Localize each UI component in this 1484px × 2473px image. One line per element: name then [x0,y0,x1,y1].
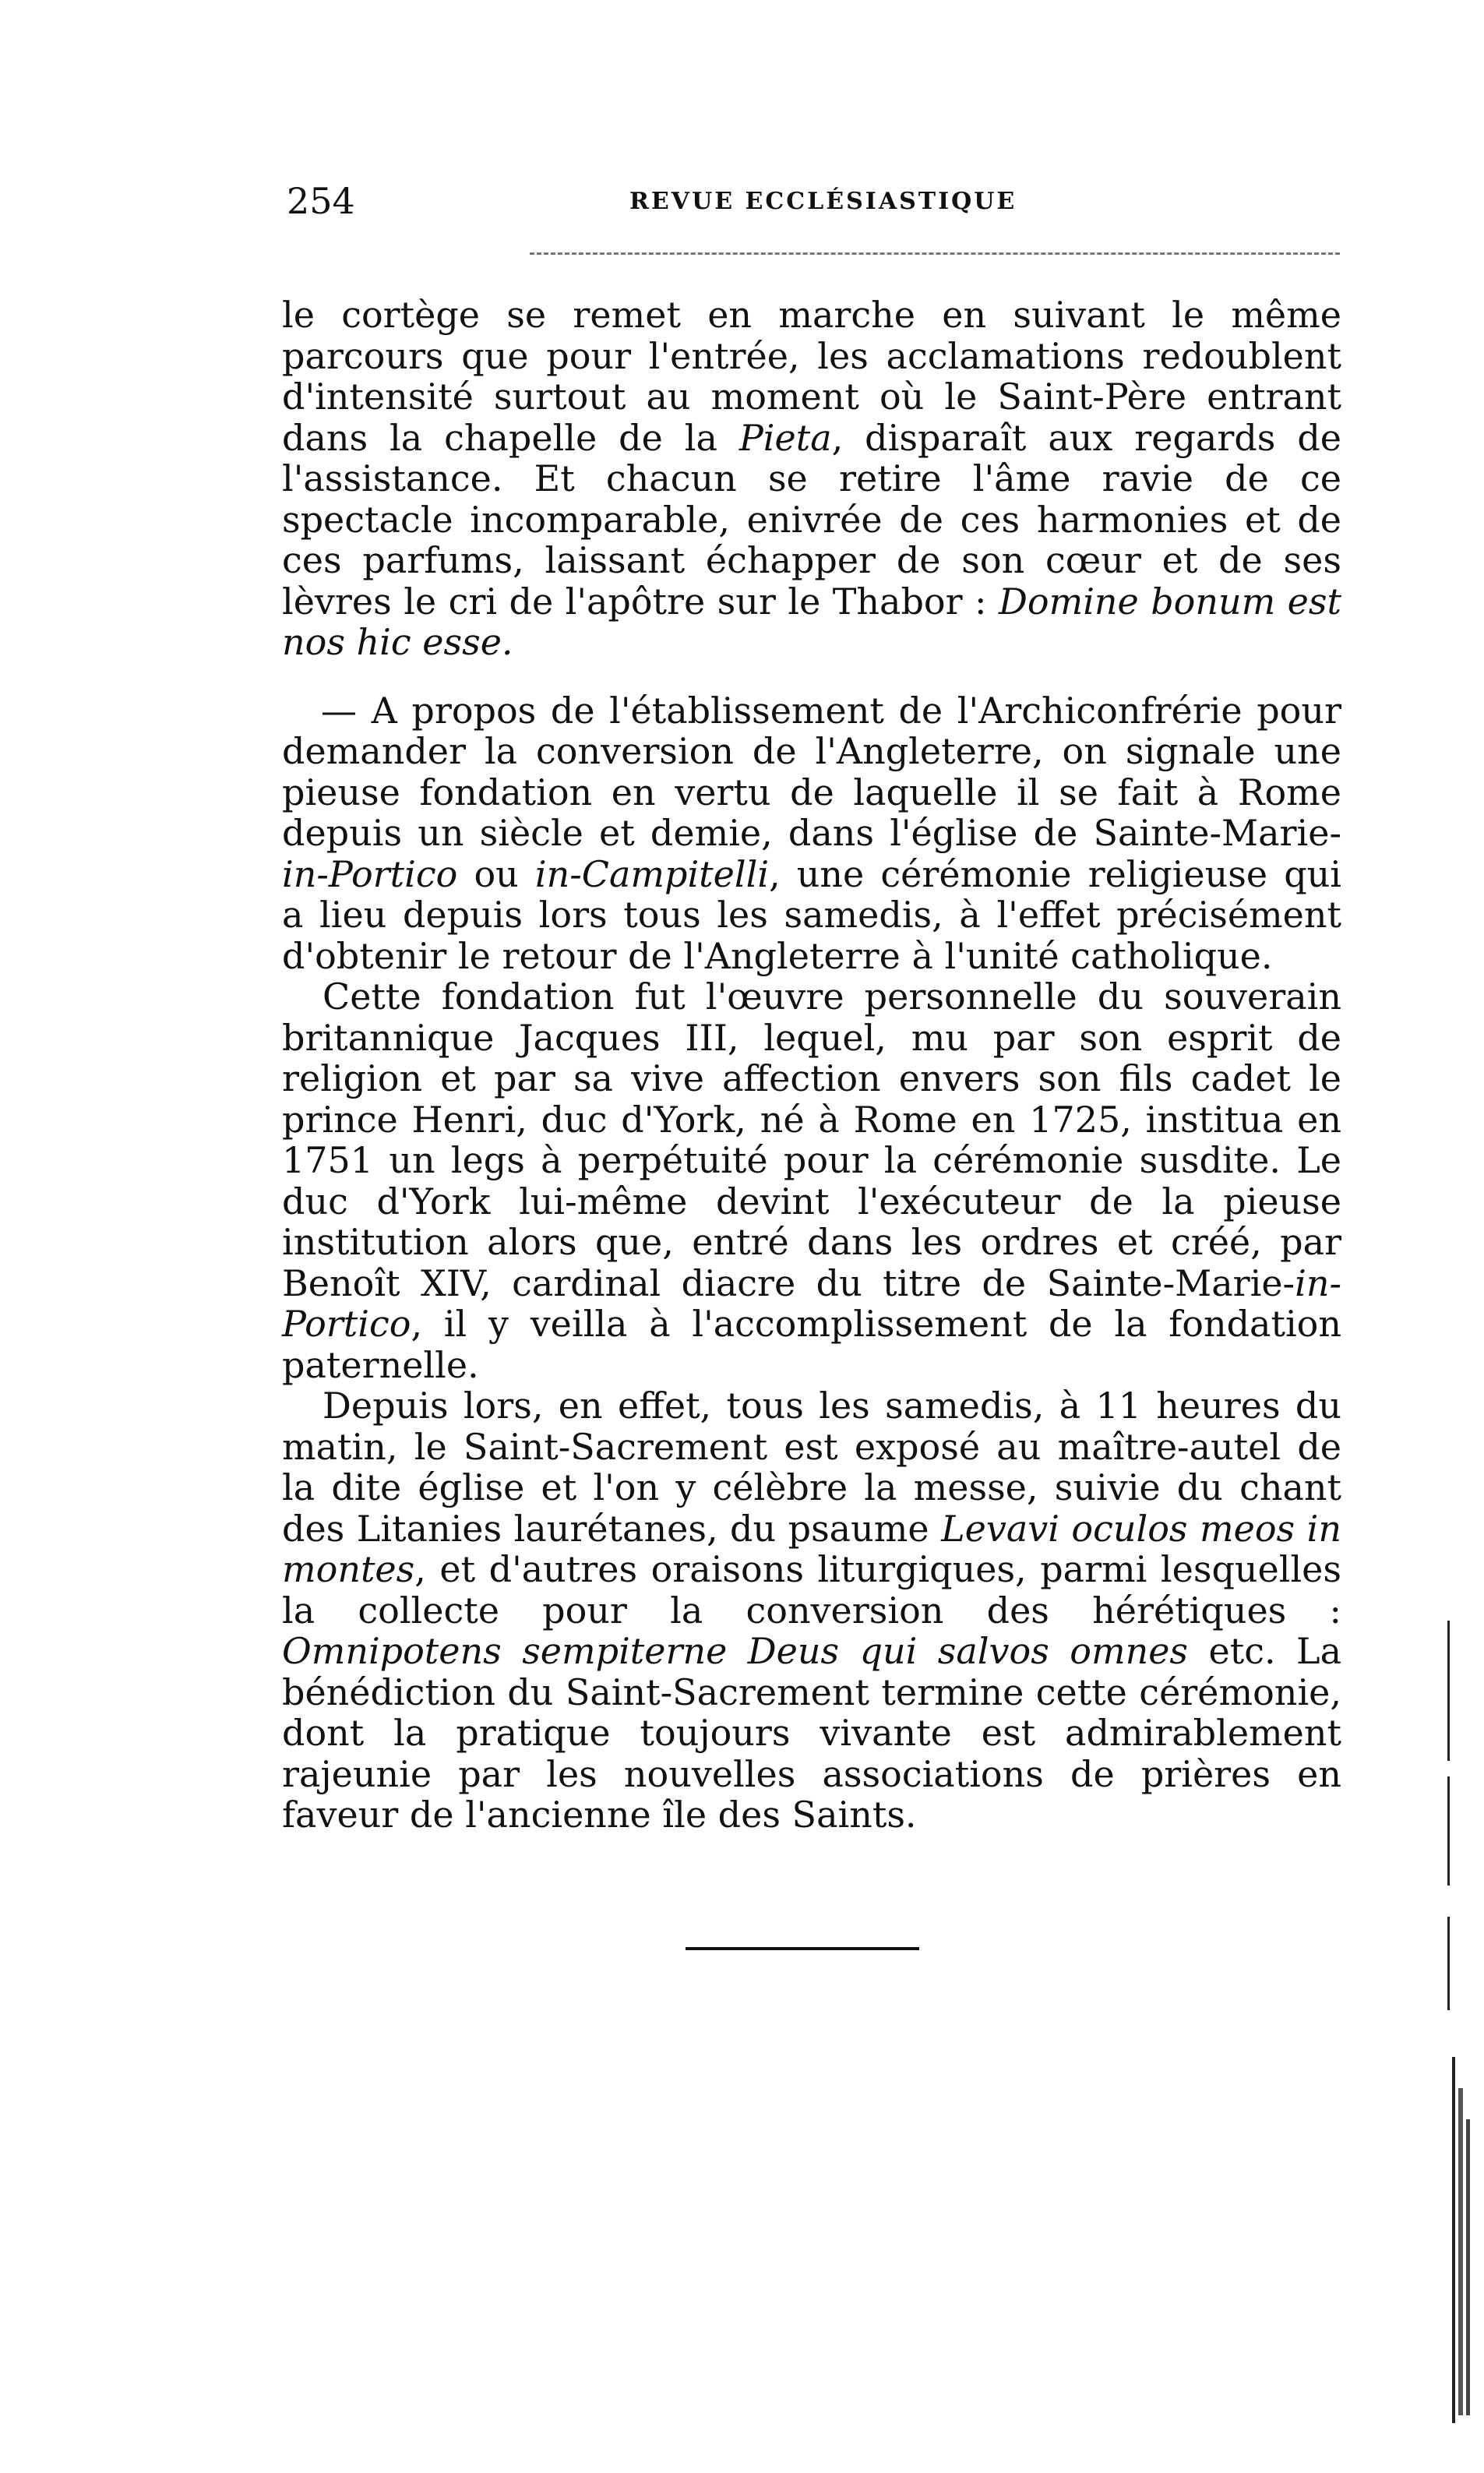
italic-text-run: in-Portico [282,1261,1341,1345]
text-run: — A propos de l'établissement de l'Archiconfrérie pour demander la conversion de l'Angleterre, on signale une pieuse fondation en vertu de laquelle il se fait à Rome depuis un siècle et demie, dans l'église de Sainte-Marie- [282,689,1341,854]
page-header [287,178,1346,224]
text-run: ou [457,852,535,895]
italic-text-run: Domine bonum est nos hic esse. [282,580,1341,663]
italic-text-run: Pieta [738,416,832,459]
text-run: , une cérémonie religieuse qui a lieu depuis lors tous les samedis, à l'effet précisément d'obtenir le retour de l'Angleterre à l'unité catholique. [282,852,1341,977]
italic-text-run: Omnipotens sempiterne Deus qui salvos omnes [282,1630,1189,1672]
text-run: Depuis lors, en effet, tous les samedis, à 11 heures du matin, le Saint-Sacrement est exposé au maître-autel de la dite église et l'on y célèbre la messe, suivie du chant des Litanies laurétanes, du psaume [282,1385,1341,1550]
header-rule [530,252,1340,255]
end-rule [686,1947,919,1950]
text-run: , il y veilla à l'accomplissement de la fondation paternelle. [282,1303,1341,1386]
italic-text-run: Levavi oculos meos in montes [282,1507,1341,1590]
paragraph-samedis [282,1385,1341,1836]
body-text [282,295,1341,1836]
paragraph-archiconfrerie [282,690,1341,977]
paragraph-fondation [282,976,1341,1385]
italic-text-run: in-Campitelli [534,852,770,895]
text-run: le cortège se remet en marche en suivant le même parcours que pour l'entrée, les acclamations redoublent d'intensité surtout au moment où le Saint-Père entrant dans la chapelle de la [282,294,1341,459]
italic-text-run: in-Portico [282,852,458,895]
running-head: REVUE ECCLÉSIASTIQUE [629,188,1017,215]
margin-scan-strip [1447,1621,1474,2431]
text-run: etc. La bénédiction du Saint-Sacrement termine cette cérémonie, dont la pratique toujours vivante est admirablement rajeunie par les nouvelles associations de prières en faveur de l'ancienne île des Saints. [282,1630,1341,1836]
text-run: Cette fondation fut l'œuvre personnelle du souverain britannique Jacques III, lequel, mu par son esprit de religion et par sa vive affection envers son fils cadet le prince Henri, duc d'York, né à Rome en 1725, institua en 1751 un legs à perpétuité pour la cérémonie susdite. Le duc d'York lui-même devint l'exécuteur de la pieuse institution alors que, entré dans les ordres et créé, par Benoît XIV, cardinal diacre du titre de Sainte-Marie- [282,975,1341,1304]
text-run: , disparaît aux regards de l'assistance. Et chacun se retire l'âme ravie de ce spectacle incomparable, enivrée de ces harmonies et de ces parfums, laissant échapper de son cœur et de ses lèvres le cri de l'apôtre sur le Thabor : [282,416,1341,623]
text-run: , et d'autres oraisons liturgiques, parmi lesquelles la collecte pour la conversion des hérétiques : [282,1548,1341,1632]
page-number: 254 [287,180,355,222]
paragraph-continuation [282,295,1341,663]
